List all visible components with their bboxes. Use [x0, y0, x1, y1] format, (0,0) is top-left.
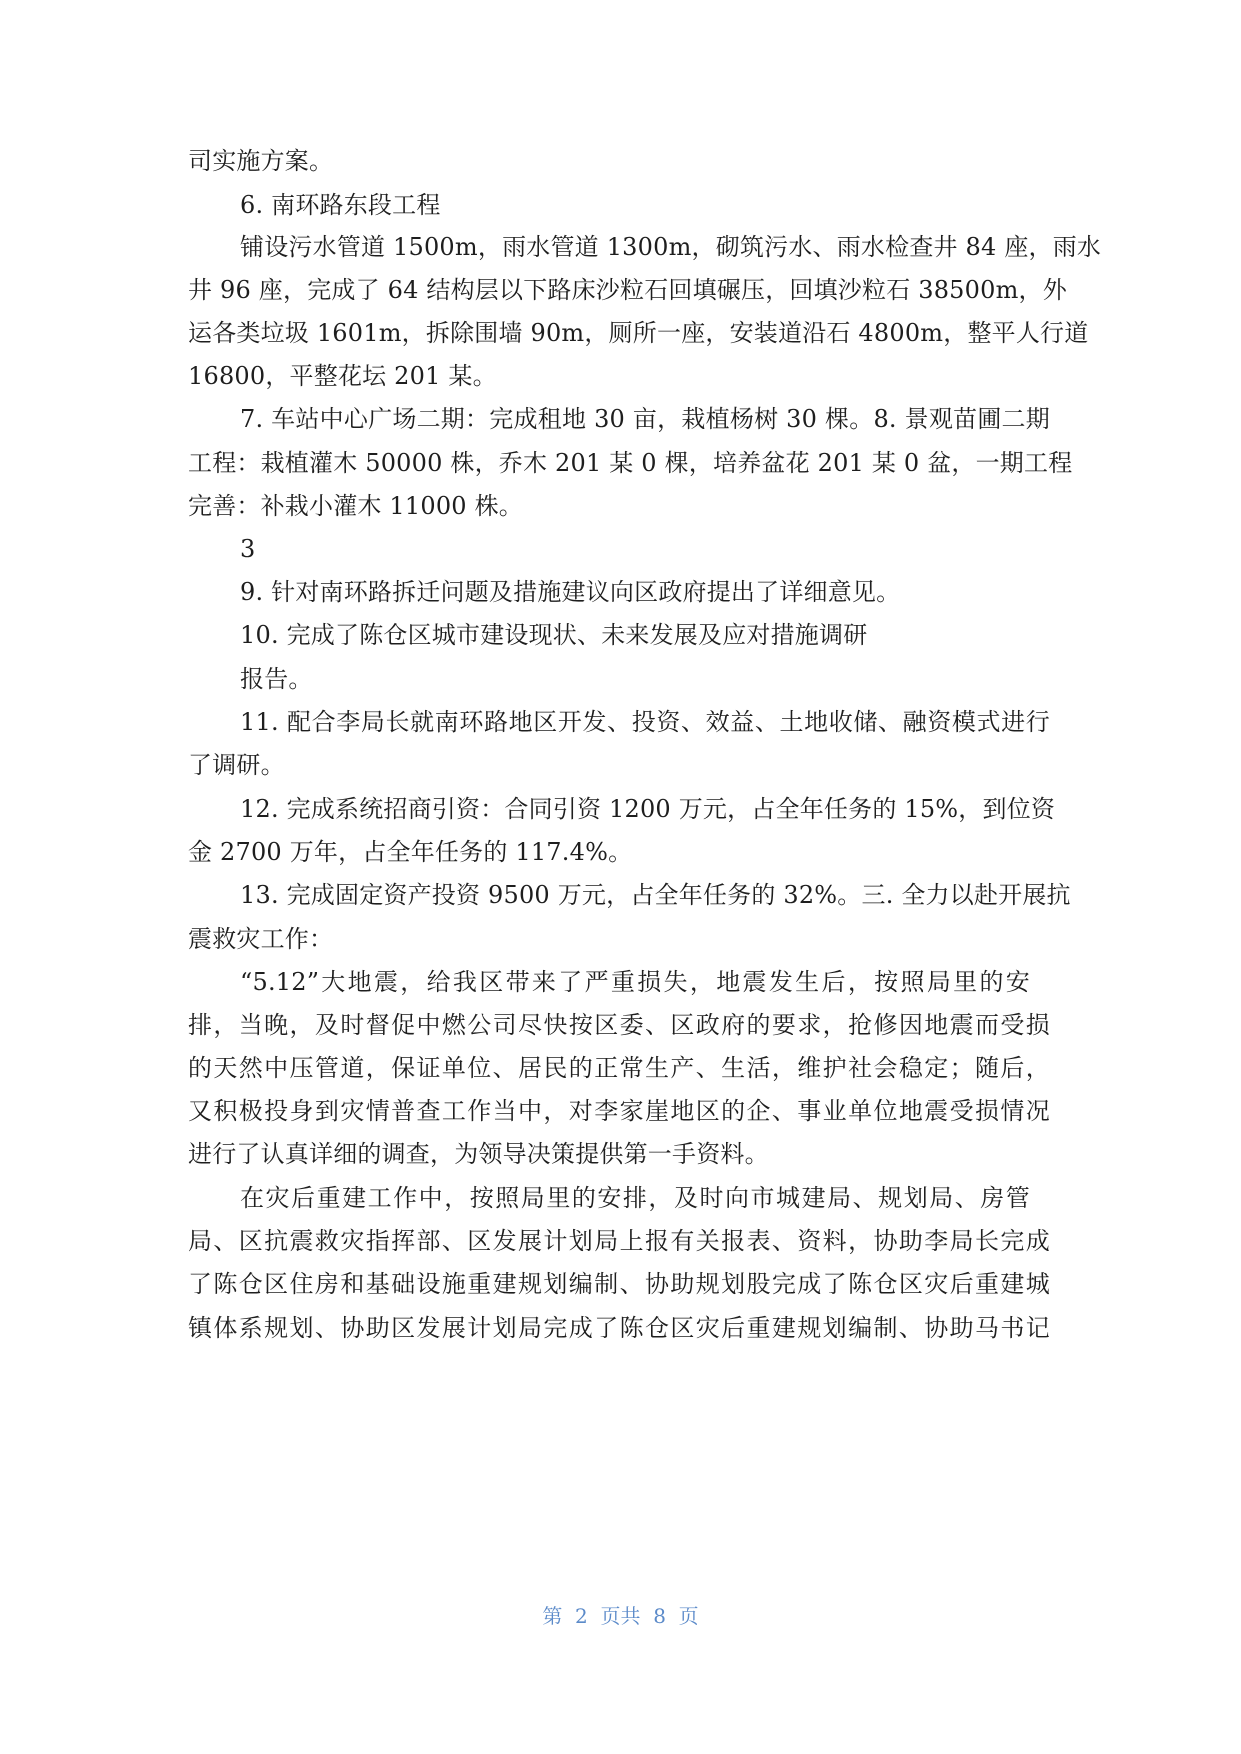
- text-line: 了调研。: [188, 751, 285, 779]
- page-number-marker: 3: [240, 535, 256, 563]
- text-line: 的天然中压管道，保证单位、居民的正常生产、生活，维护社会稳定；随后，: [188, 1054, 1050, 1082]
- text-line: “5.12”大地震，给我区带来了严重损失，地震发生后，按照局里的安: [240, 968, 1030, 996]
- text-line: 工程：栽植灌木 50000 株，乔木 201 某 0 棵，培养盆花 201 某 0 盆，一期工程: [188, 449, 1073, 477]
- text-line: 在灾后重建工作中，按照局里的安排，及时向市城建局、规划局、房管: [240, 1184, 1030, 1212]
- text-line: 完善：补栽小灌木 11000 株。: [188, 492, 524, 520]
- text-line: 震救灾工作：: [188, 925, 334, 953]
- text-line: 井 96 座，完成了 64 结构层以下路床沙粒石回填碾压，回填沙粒石 38500m，外: [188, 276, 1067, 304]
- text-line: 11. 配合李局长就南环路地区开发、投资、效益、土地收储、融资模式进行: [240, 708, 1050, 736]
- text-line: 镇体系规划、协助区发展计划局完成了陈仓区灾后重建规划编制、协助马书记: [188, 1314, 1050, 1342]
- text-line: 7. 车站中心广场二期：完成租地 30 亩，栽植杨树 30 棵。8. 景观苗圃二期: [240, 405, 1050, 433]
- text-line: 12. 完成系统招商引资：合同引资 1200 万元，占全年任务的 15%，到位资: [240, 795, 1056, 823]
- text-line: 10. 完成了陈仓区城市建设现状、未来发展及应对措施调研: [240, 621, 868, 649]
- text-line: 金 2700 万年，占全年任务的 117.4%。: [188, 838, 633, 866]
- page-footer: 第 2 页共 8 页: [542, 1604, 699, 1628]
- text-line: 进行了认真详细的调查，为领导决策提供第一手资料。: [188, 1140, 769, 1168]
- text-line: 排，当晚，及时督促中燃公司尽快按区委、区政府的要求，抢修因地震而受损: [188, 1011, 1050, 1039]
- text-line: 了陈仓区住房和基础设施重建规划编制、协助规划股完成了陈仓区灾后重建城: [188, 1270, 1050, 1298]
- text-line: 报告。: [240, 665, 313, 693]
- text-line: 司实施方案。: [188, 147, 334, 175]
- text-line: 16800，平整花坛 201 某。: [188, 362, 497, 390]
- text-line: 9. 针对南环路拆迁问题及措施建议向区政府提出了详细意见。: [240, 578, 901, 606]
- text-line: 又积极投身到灾情普查工作当中，对李家崖地区的企、事业单位地震受损情况: [188, 1097, 1050, 1125]
- section-heading: 6. 南环路东段工程: [240, 191, 441, 219]
- text-line: 运各类垃圾 1601m，拆除围墙 90m，厕所一座，安装道沿石 4800m，整平人行道: [188, 319, 1089, 347]
- text-line: 局、区抗震救灾指挥部、区发展计划局上报有关报表、资料，协助李局长完成: [188, 1227, 1050, 1255]
- text-line: 13. 完成固定资产投资 9500 万元，占全年任务的 32%。三. 全力以赴开展抗: [240, 881, 1071, 909]
- text-line: 铺设污水管道 1500m，雨水管道 1300m，砌筑污水、雨水检查井 84 座，雨水: [240, 233, 1102, 261]
